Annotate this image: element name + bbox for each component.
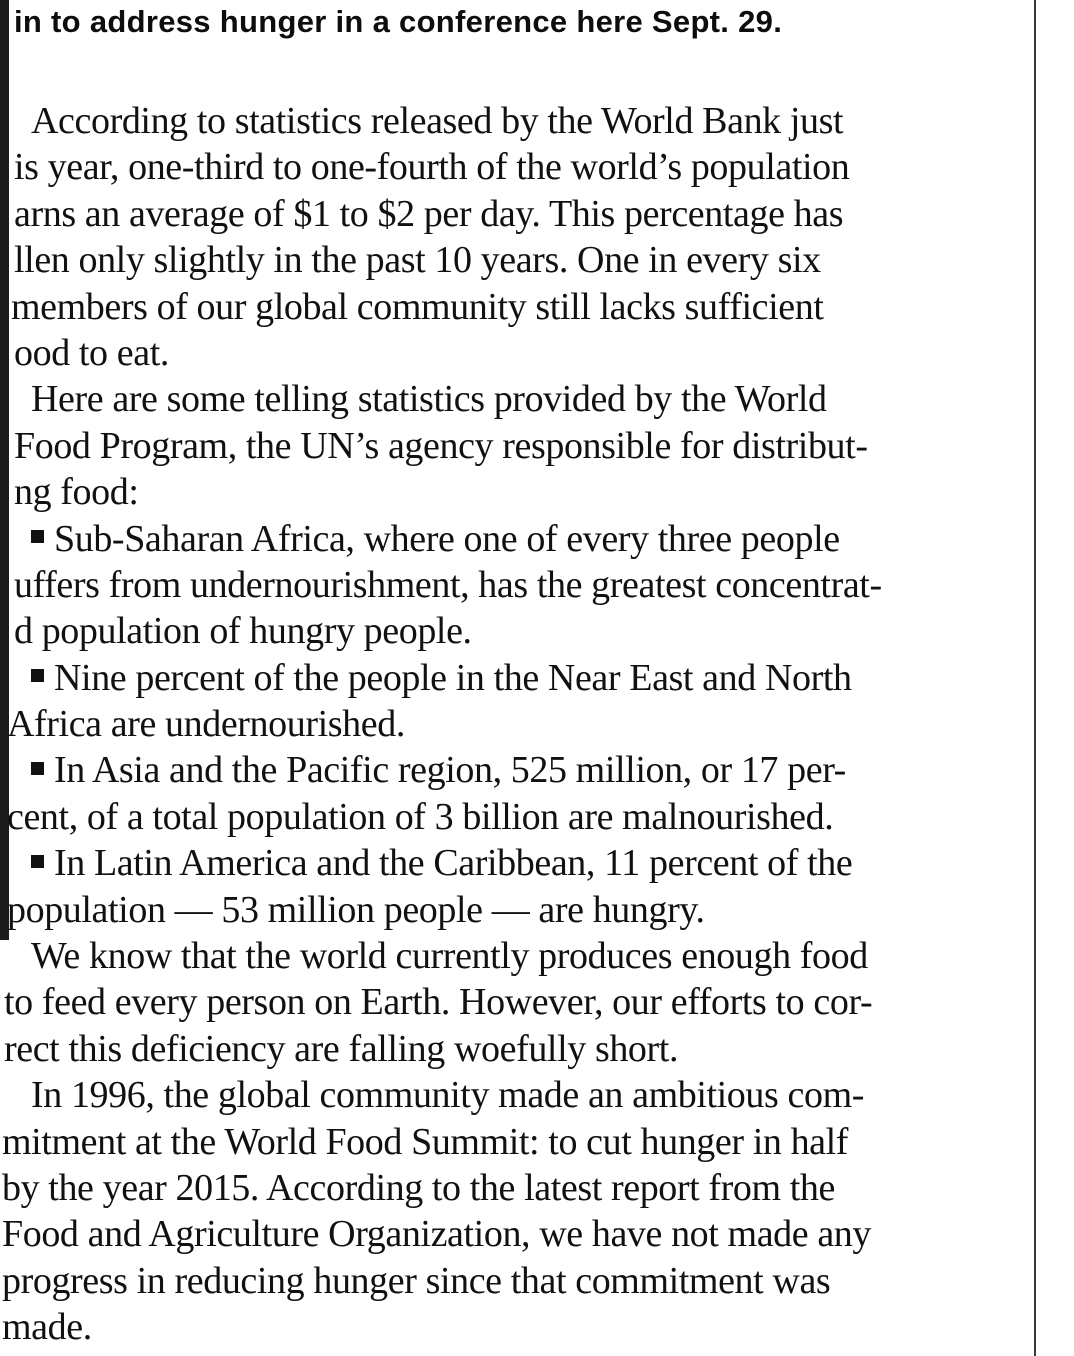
text-line: rect this deficiency are falling woefully short. bbox=[4, 1027, 679, 1070]
square-bullet-icon bbox=[31, 762, 44, 775]
text-line: llen only slightly in the past 10 years. One in every six bbox=[14, 239, 821, 282]
text-line: According to statistics released by the World Bank just bbox=[31, 100, 844, 142]
text-line: ood to eat. bbox=[14, 331, 169, 374]
bullet-text: Nine percent of the people in the Near East and North bbox=[54, 656, 852, 699]
text-line: by the year 2015. According to the latest report from the bbox=[2, 1166, 835, 1209]
text-line: mitment at the World Food Summit: to cut hunger in half bbox=[2, 1120, 849, 1163]
square-bullet-icon bbox=[31, 855, 44, 868]
article-body bbox=[0, 98, 1030, 1351]
bullet-text: In Latin America and the Caribbean, 11 percent of the bbox=[54, 842, 853, 885]
text-line: uffers from undernourishment, has the greatest concentrat- bbox=[14, 563, 882, 606]
bullet-item bbox=[0, 516, 1030, 562]
column-rule bbox=[1034, 0, 1036, 1356]
text-line: is year, one-third to one-fourth of the world’s population bbox=[14, 146, 850, 189]
bullet-item bbox=[0, 747, 1030, 793]
text-line: Africa are undernourished. bbox=[7, 703, 405, 746]
text-line: population — 53 million people — are hungry. bbox=[7, 888, 705, 931]
square-bullet-icon bbox=[31, 530, 44, 543]
text-line: Food and Agriculture Organization, we have not made any bbox=[2, 1213, 871, 1256]
text-line: arns an average of $1 to $2 per day. This percentage has bbox=[14, 192, 844, 235]
text-line: d population of hungry people. bbox=[14, 610, 472, 653]
bullet-item bbox=[0, 840, 1030, 886]
text-line: progress in reducing hunger since that commitment was bbox=[2, 1259, 831, 1302]
text-line: members of our global community still lacks sufficient bbox=[11, 285, 824, 328]
headline: in to address hunger in a conference here Sept. 29. bbox=[14, 4, 783, 39]
text-line: ng food: bbox=[14, 471, 139, 514]
text-line: We know that the world currently produces enough food bbox=[31, 935, 868, 978]
bullet-text: Sub-Saharan Africa, where one of every three people bbox=[54, 517, 840, 560]
text-line: Here are some telling statistics provided by the World bbox=[31, 378, 827, 421]
square-bullet-icon bbox=[31, 669, 44, 682]
text-line: In 1996, the global community made an ambitious com- bbox=[31, 1074, 864, 1117]
text-line: made. bbox=[2, 1306, 92, 1349]
bullet-item bbox=[0, 655, 1030, 701]
bullet-text: In Asia and the Pacific region, 525 million, or 17 per- bbox=[54, 749, 846, 792]
text-line: Food Program, the UN’s agency responsible for distribut- bbox=[14, 424, 868, 467]
text-line: cent, of a total population of 3 billion are malnourished. bbox=[7, 795, 834, 838]
text-line: to feed every person on Earth. However, our efforts to cor- bbox=[4, 981, 873, 1024]
